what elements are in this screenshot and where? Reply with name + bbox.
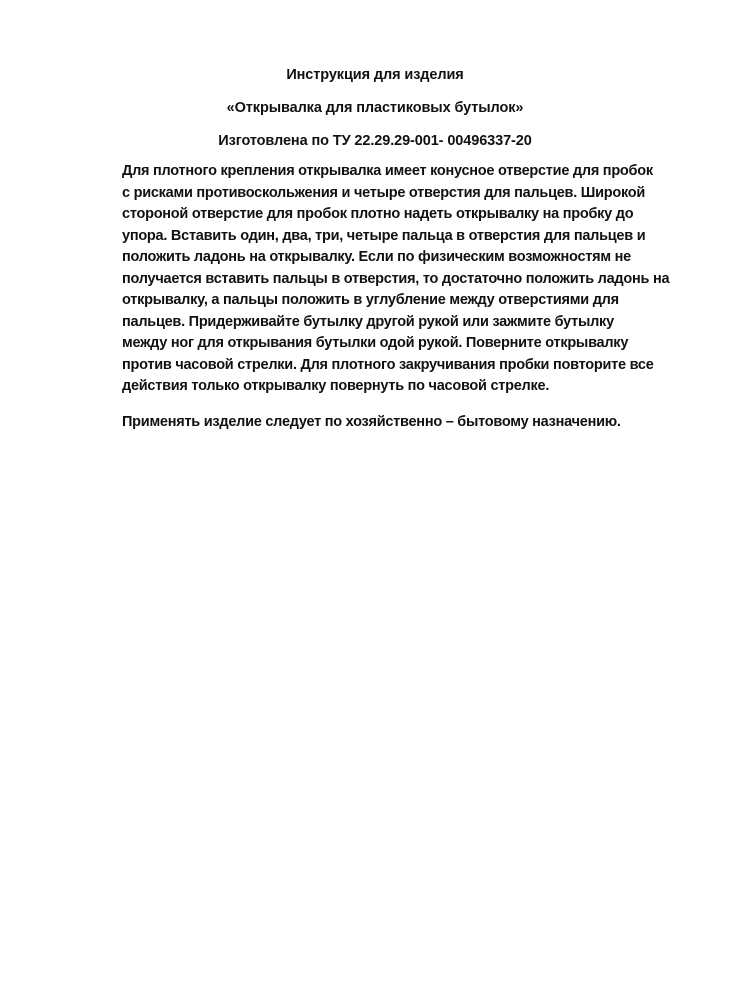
paragraph-line: упора. Вставить один, два, три, четыре пальца в отверстия для пальцев и <box>122 227 646 244</box>
paragraph-line: Применять изделие следует по хозяйственно – бытовому назначению. <box>122 414 621 430</box>
paragraph-line: между ног для открывания бутылки одой рукой. Поверните открывалку <box>122 335 629 351</box>
paragraph-line: открывалку, а пальцы положить в углубление между отверстиями для <box>122 292 619 308</box>
paragraph-line: действия только открывалку повернуть по часовой стрелке. <box>122 378 550 394</box>
paragraph-line: против часовой стрелки. Для плотного закручивания пробки повторите все <box>122 356 654 373</box>
paragraph-line: положить ладонь на открывалку. Если по физическим возможностям не <box>122 249 631 265</box>
paragraph-line: с рисками противоскольжения и четыре отверстия для пальцев. Широкой <box>122 184 646 201</box>
product-name: «Открывалка для пластиковых бутылок» <box>226 100 524 116</box>
paragraph-line: стороной отверстие для пробок плотно надеть открывалку на пробку до <box>122 206 634 222</box>
paragraph-line: получается вставить пальцы в отверстия, то достаточно положить ладонь на <box>122 270 670 287</box>
usage-paragraph <box>122 412 722 434</box>
technical-specification: Изготовлена по ТУ 22.29.29-001- 00496337-20 <box>218 133 532 149</box>
paragraph-line: Для плотного крепления открывалка имеет конусное отверстие для пробок <box>122 163 653 179</box>
paragraph-line: пальцев. Придерживайте бутылку другой рукой или зажмите бутылку <box>122 313 614 330</box>
instruction-paragraph <box>122 161 722 398</box>
document-title: Инструкция для изделия <box>286 67 464 83</box>
